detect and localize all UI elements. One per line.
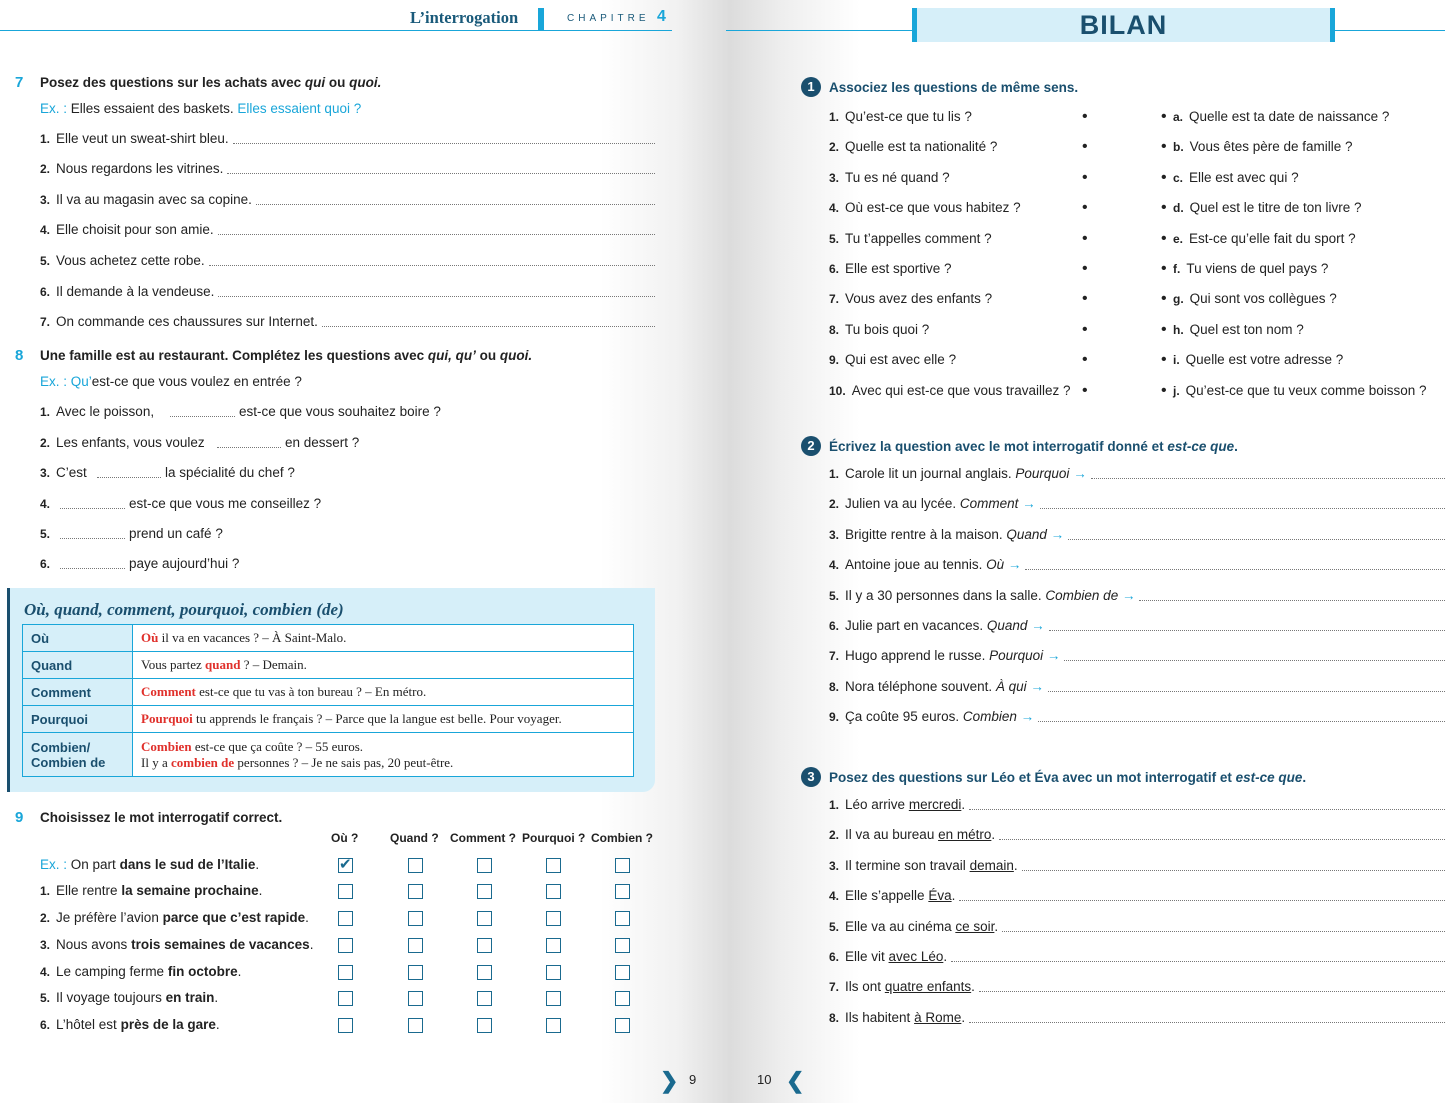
grammar-row bbox=[23, 733, 634, 777]
grammar-row bbox=[23, 679, 634, 706]
item-number: 4. bbox=[40, 223, 51, 237]
grammar-key: Combien/ Combien de bbox=[23, 733, 133, 777]
answer-line[interactable] bbox=[256, 204, 655, 205]
answer-checkbox[interactable] bbox=[477, 858, 492, 873]
match-dot[interactable]: • bbox=[1161, 138, 1167, 156]
exercise-8-title: Une famille est au restaurant. Complétez les questions avec qui, qu’ ou quoi. bbox=[40, 348, 533, 363]
match-dot[interactable]: • bbox=[1161, 320, 1167, 338]
page-number-right: 10 bbox=[757, 1072, 772, 1087]
item-letter: g. bbox=[1173, 292, 1184, 307]
exercise-item: 2. Je préfère l’avion parce que c’est rapide. bbox=[40, 910, 309, 925]
grammar-example: Pourquoi tu apprends le français ? – Parce que la langue est belle. Pour voyager. bbox=[133, 706, 634, 733]
answer-checkbox[interactable] bbox=[477, 1018, 492, 1033]
answer-blank[interactable] bbox=[170, 416, 235, 417]
answer-line[interactable] bbox=[1049, 630, 1445, 631]
book-spine bbox=[600, 0, 860, 1103]
question-right: f. Tu viens de quel pays ? bbox=[1173, 261, 1329, 276]
grammar-row bbox=[23, 625, 634, 652]
exercise-item: 3. Il termine son travail demain. bbox=[829, 857, 1018, 873]
question-right: h. Quel est ton nom ? bbox=[1173, 321, 1304, 337]
answer-checkbox[interactable] bbox=[546, 938, 561, 953]
item-number: 9. bbox=[829, 710, 840, 725]
answer-checkbox[interactable] bbox=[477, 938, 492, 953]
item-number: 3. bbox=[829, 170, 840, 185]
answer-line[interactable] bbox=[1091, 478, 1445, 479]
exercise-7-title: Posez des questions sur les achats avec qui ou quoi. bbox=[40, 75, 382, 90]
grammar-example: Vous partez quand ? – Demain. bbox=[133, 652, 634, 679]
column-header: Comment ? bbox=[450, 831, 516, 845]
exercise-item: 4. Le camping ferme fin octobre. bbox=[40, 964, 242, 979]
answer-checkbox[interactable] bbox=[408, 1018, 423, 1033]
item-number: 5. bbox=[40, 254, 51, 268]
answer-checkbox[interactable] bbox=[338, 1018, 353, 1033]
arrow-icon: → bbox=[1018, 496, 1036, 512]
item-number: 3. bbox=[829, 527, 840, 542]
item-number: 5. bbox=[829, 588, 840, 603]
question-right: a. Quelle est ta date de naissance ? bbox=[1173, 109, 1390, 124]
item-letter: i. bbox=[1173, 353, 1180, 368]
grammar-row bbox=[23, 706, 634, 733]
exercise-item: 3. C’est bbox=[40, 465, 87, 480]
exercise-9-title: Choisissez le mot interrogatif correct. bbox=[40, 810, 283, 825]
exercise-item: 2. Les enfants, vous voulez bbox=[40, 435, 205, 450]
answer-line[interactable] bbox=[959, 900, 1445, 901]
exercise-item: 5. Il y a 30 personnes dans la salle. Combien de → bbox=[829, 587, 1136, 603]
item-number: 4. bbox=[829, 558, 840, 573]
item-continuation: prend un café ? bbox=[129, 526, 223, 541]
exercise-item: 3. Il va au magasin avec sa copine. bbox=[40, 192, 252, 207]
answer-checkbox[interactable] bbox=[615, 884, 630, 899]
grammar-example: Où il va en vacances ? – À Saint-Malo. bbox=[133, 625, 634, 652]
bilan-2-title: Écrivez la question avec le mot interrogatif donné et est-ce que. bbox=[829, 439, 1238, 454]
match-dot[interactable]: • bbox=[1161, 351, 1167, 369]
exercise-item: 7. Ils ont quatre enfants. bbox=[829, 979, 975, 995]
item-number: 1. bbox=[829, 110, 840, 124]
item-letter: a. bbox=[1173, 110, 1184, 124]
item-letter: h. bbox=[1173, 322, 1184, 337]
answer-blank[interactable] bbox=[217, 447, 281, 448]
answer-checkbox[interactable] bbox=[546, 911, 561, 926]
answer-line[interactable] bbox=[1139, 600, 1445, 601]
arrow-icon: → bbox=[1118, 587, 1136, 603]
item-number: 4. bbox=[40, 497, 51, 511]
arrow-icon: → bbox=[1004, 557, 1022, 573]
item-letter: e. bbox=[1173, 231, 1184, 246]
arrow-icon: → bbox=[1027, 618, 1045, 633]
item-number: 2. bbox=[40, 162, 51, 176]
item-number: 3. bbox=[40, 193, 51, 207]
question-left: 8. Tu bois quoi ? bbox=[829, 321, 930, 337]
item-number: 6. bbox=[829, 619, 840, 633]
exercise-9-example: Ex. : On part dans le sud de l’Italie. bbox=[40, 857, 260, 872]
column-header: Quand ? bbox=[390, 831, 439, 845]
answer-checkbox[interactable] bbox=[546, 965, 561, 980]
match-dot[interactable]: • bbox=[1082, 320, 1088, 338]
page-number-left: 9 bbox=[689, 1072, 697, 1087]
column-header: Pourquoi ? bbox=[522, 831, 586, 845]
answer-line[interactable] bbox=[1022, 870, 1445, 871]
item-number: 6. bbox=[40, 557, 51, 571]
answer-line[interactable] bbox=[951, 961, 1445, 962]
match-dot[interactable]: • bbox=[1082, 229, 1088, 247]
question-left: 5. Tu t’appelles comment ? bbox=[829, 230, 992, 246]
exercise-item: 7. Hugo apprend le russe. Pourquoi → bbox=[829, 648, 1061, 664]
answer-checkbox[interactable] bbox=[338, 938, 353, 953]
exercise-item bbox=[40, 496, 56, 511]
question-right: d. Quel est le titre de ton livre ? bbox=[1173, 200, 1362, 216]
item-number: 5. bbox=[829, 231, 840, 246]
exercise-item: 3. Brigitte rentre à la maison. Quand → bbox=[829, 526, 1065, 542]
item-number: 7. bbox=[40, 315, 51, 329]
match-dot[interactable]: • bbox=[1161, 290, 1167, 308]
question-left: 9. Qui est avec elle ? bbox=[829, 352, 957, 368]
arrow-icon: → bbox=[1046, 526, 1065, 542]
arrow-icon: → bbox=[1026, 678, 1044, 694]
item-number: 2. bbox=[40, 436, 51, 450]
answer-line[interactable] bbox=[969, 809, 1445, 810]
item-number: 1. bbox=[40, 132, 51, 146]
exercise-item: 1. Elle veut un sweat-shirt bleu. bbox=[40, 131, 229, 146]
answer-line[interactable] bbox=[979, 991, 1445, 992]
match-dot[interactable]: • bbox=[1161, 108, 1167, 125]
question-left: 1. Qu’est-ce que tu lis ? bbox=[829, 109, 972, 124]
answer-blank[interactable] bbox=[97, 477, 161, 478]
header-divider bbox=[538, 8, 544, 30]
exercise-item bbox=[40, 556, 56, 571]
grammar-example: Comment est-ce que tu vas à ton bureau ? – En métro. bbox=[133, 679, 634, 706]
answer-checkbox[interactable] bbox=[338, 858, 353, 873]
item-number: 1. bbox=[829, 467, 840, 481]
question-right: e. Est-ce qu’elle fait du sport ? bbox=[1173, 230, 1356, 246]
question-left: 10. Avec qui est-ce que vous travaillez ? bbox=[829, 382, 1071, 398]
exercise-item: 2. Il va au bureau en métro. bbox=[829, 827, 996, 843]
exercise-number: 1 bbox=[801, 77, 821, 97]
grammar-row bbox=[23, 652, 634, 679]
match-dot[interactable]: • bbox=[1161, 381, 1167, 399]
answer-line[interactable] bbox=[999, 839, 1445, 840]
answer-line[interactable] bbox=[1025, 569, 1445, 570]
question-right: c. Elle est avec qui ? bbox=[1173, 169, 1299, 185]
exercise-number: 2 bbox=[801, 436, 821, 456]
item-number: 5. bbox=[40, 527, 51, 541]
grammar-key: Où bbox=[23, 625, 133, 652]
item-number: 1. bbox=[40, 405, 51, 419]
answer-checkbox[interactable] bbox=[477, 911, 492, 926]
arrow-icon: → bbox=[1016, 709, 1035, 725]
grammar-table bbox=[22, 624, 634, 777]
answer-blank[interactable] bbox=[60, 508, 125, 509]
answer-checkbox[interactable] bbox=[338, 884, 353, 899]
exercise-item: 8. Ils habitent à Rome. bbox=[829, 1009, 966, 1025]
match-dot[interactable]: • bbox=[1082, 290, 1088, 308]
exercise-8-example: Ex. : Qu’est-ce que vous voulez en entrée ? bbox=[40, 374, 302, 389]
question-left: 3. Tu es né quand ? bbox=[829, 169, 950, 185]
exercise-number: 3 bbox=[801, 767, 821, 787]
grammar-title: Où, quand, comment, pourquoi, combien (de) bbox=[24, 600, 344, 619]
answer-line[interactable] bbox=[227, 173, 655, 174]
exercise-item: 4. Antoine joue au tennis. Où → bbox=[829, 557, 1022, 573]
column-header: Où ? bbox=[331, 831, 359, 845]
item-number: 2. bbox=[829, 828, 840, 843]
answer-checkbox[interactable] bbox=[338, 991, 353, 1006]
exercise-item bbox=[40, 526, 56, 541]
question-left: 4. Où est-ce que vous habitez ? bbox=[829, 200, 1021, 216]
answer-line[interactable] bbox=[218, 234, 655, 235]
chapter-title: L’interrogation bbox=[410, 8, 519, 27]
item-letter: d. bbox=[1173, 201, 1184, 216]
answer-line[interactable] bbox=[218, 296, 655, 297]
exercise-item: 1. Carole lit un journal anglais. Pourquoi → bbox=[829, 466, 1087, 481]
item-continuation: est-ce que vous souhaitez boire ? bbox=[239, 404, 441, 419]
answer-checkbox[interactable] bbox=[477, 884, 492, 899]
question-left: 2. Quelle est ta nationalité ? bbox=[829, 139, 998, 155]
bilan-3-title: Posez des questions sur Léo et Éva avec un mot interrogatif et est-ce que. bbox=[829, 770, 1307, 785]
answer-checkbox[interactable] bbox=[615, 965, 630, 980]
question-left: 7. Vous avez des enfants ? bbox=[829, 291, 993, 307]
item-number: 9. bbox=[829, 353, 840, 368]
answer-line[interactable] bbox=[1068, 539, 1445, 540]
answer-line[interactable] bbox=[969, 1022, 1445, 1023]
answer-checkbox[interactable] bbox=[477, 965, 492, 980]
answer-checkbox[interactable] bbox=[546, 858, 561, 873]
grammar-key: Comment bbox=[23, 679, 133, 706]
exercise-item: 1. Elle rentre la semaine prochaine. bbox=[40, 883, 263, 898]
exercise-number: 7 bbox=[15, 74, 24, 91]
item-number: 8. bbox=[829, 679, 840, 694]
answer-line[interactable] bbox=[209, 265, 655, 266]
exercise-item: 9. Ça coûte 95 euros. Combien → bbox=[829, 709, 1035, 725]
exercise-item: 2. Nous regardons les vitrines. bbox=[40, 161, 224, 176]
item-number: 7. bbox=[829, 649, 840, 664]
item-continuation: en dessert ? bbox=[285, 435, 360, 450]
question-right: j. Qu’est-ce que tu veux comme boisson ? bbox=[1173, 382, 1427, 398]
exercise-item: 2. Julien va au lycée. Comment → bbox=[829, 496, 1036, 512]
bilan-banner: BILAN bbox=[912, 8, 1335, 42]
exercise-item: 5. Elle va au cinéma ce soir. bbox=[829, 918, 999, 934]
item-number: 1. bbox=[40, 884, 51, 898]
item-number: 2. bbox=[829, 497, 840, 512]
next-page-chevron-icon[interactable]: ❯ bbox=[660, 1068, 679, 1093]
answer-checkbox[interactable] bbox=[408, 858, 423, 873]
item-number: 8. bbox=[829, 1010, 840, 1025]
answer-line[interactable] bbox=[322, 326, 655, 327]
answer-checkbox[interactable] bbox=[615, 991, 630, 1006]
item-number: 1. bbox=[829, 798, 840, 812]
item-number: 6. bbox=[40, 285, 51, 299]
exercise-number: 9 bbox=[15, 809, 24, 826]
match-dot[interactable]: • bbox=[1082, 351, 1088, 369]
question-right: g. Qui sont vos collègues ? bbox=[1173, 291, 1337, 307]
match-dot[interactable]: • bbox=[1161, 199, 1167, 217]
answer-line[interactable] bbox=[1038, 721, 1445, 722]
question-left: 6. Elle est sportive ? bbox=[829, 261, 952, 276]
item-number: 10. bbox=[829, 383, 846, 398]
question-right: b. Vous êtes père de famille ? bbox=[1173, 139, 1353, 155]
answer-checkbox[interactable] bbox=[546, 991, 561, 1006]
match-dot[interactable]: • bbox=[1161, 229, 1167, 247]
header-rule bbox=[0, 30, 672, 31]
item-number: 2. bbox=[829, 140, 840, 155]
answer-line[interactable] bbox=[233, 143, 655, 144]
exercise-item: 6. L’hôtel est près de la gare. bbox=[40, 1017, 220, 1032]
match-dot[interactable]: • bbox=[1082, 108, 1088, 125]
exercise-item: 4. Elle s’appelle Éva. bbox=[829, 888, 956, 904]
bilan-1-title: Associez les questions de même sens. bbox=[829, 80, 1079, 95]
item-continuation: est-ce que vous me conseillez ? bbox=[129, 496, 322, 511]
column-header: Combien ? bbox=[591, 831, 653, 845]
item-letter: j. bbox=[1173, 383, 1180, 398]
item-number: 3. bbox=[40, 938, 51, 952]
exercise-item: 6. Julie part en vacances. Quand → bbox=[829, 618, 1045, 633]
grammar-example: Combien est-ce que ça coûte ? – 55 euros. Il y a combien de personnes ? – Je ne sais pas, 20 peut-être. bbox=[133, 733, 634, 777]
exercise-number: 8 bbox=[15, 347, 24, 364]
answer-blank[interactable] bbox=[60, 538, 125, 539]
item-number: 6. bbox=[829, 950, 840, 964]
item-number: 4. bbox=[829, 889, 840, 904]
exercise-item: 8. Nora téléphone souvent. À qui → bbox=[829, 678, 1044, 694]
answer-checkbox[interactable] bbox=[408, 938, 423, 953]
item-number: 7. bbox=[829, 292, 840, 307]
item-number: 4. bbox=[40, 965, 51, 979]
answer-checkbox[interactable] bbox=[615, 938, 630, 953]
answer-checkbox[interactable] bbox=[615, 911, 630, 926]
answer-checkbox[interactable] bbox=[615, 1018, 630, 1033]
item-number: 5. bbox=[40, 991, 51, 1005]
item-letter: f. bbox=[1173, 262, 1181, 276]
match-dot[interactable]: • bbox=[1161, 168, 1167, 186]
exercise-item: 7. On commande ces chaussures sur Internet. bbox=[40, 314, 318, 329]
item-number: 3. bbox=[40, 466, 51, 480]
answer-checkbox[interactable] bbox=[408, 911, 423, 926]
chapter-label: CHAPITRE bbox=[567, 13, 650, 24]
arrow-icon: → bbox=[1069, 466, 1087, 481]
chapter-number: 4 bbox=[657, 8, 666, 25]
item-letter: b. bbox=[1173, 140, 1184, 155]
grammar-key: Pourquoi bbox=[23, 706, 133, 733]
item-number: 6. bbox=[40, 1018, 51, 1032]
item-number: 5. bbox=[829, 919, 840, 934]
answer-checkbox[interactable] bbox=[615, 858, 630, 873]
item-continuation: la spécialité du chef ? bbox=[165, 465, 295, 480]
exercise-item: 5. Vous achetez cette robe. bbox=[40, 253, 205, 268]
exercise-item: 5. Il voyage toujours en train. bbox=[40, 990, 219, 1005]
match-dot[interactable]: • bbox=[1082, 168, 1088, 186]
item-number: 3. bbox=[829, 858, 840, 873]
answer-line[interactable] bbox=[1040, 508, 1445, 509]
exercise-item: 1. Léo arrive mercredi. bbox=[829, 797, 966, 812]
item-continuation: paye aujourd’hui ? bbox=[129, 556, 240, 571]
answer-checkbox[interactable] bbox=[546, 884, 561, 899]
arrow-icon: → bbox=[1043, 648, 1061, 664]
question-right: i. Quelle est votre adresse ? bbox=[1173, 352, 1344, 368]
answer-checkbox[interactable] bbox=[338, 911, 353, 926]
match-dot[interactable]: • bbox=[1082, 199, 1088, 217]
answer-blank[interactable] bbox=[60, 568, 125, 569]
item-number: 6. bbox=[829, 262, 840, 276]
answer-line[interactable] bbox=[1002, 931, 1445, 932]
item-letter: c. bbox=[1173, 170, 1184, 185]
answer-checkbox[interactable] bbox=[338, 965, 353, 980]
item-number: 2. bbox=[40, 911, 51, 925]
exercise-item: 4. Elle choisit pour son amie. bbox=[40, 222, 214, 237]
match-dot[interactable]: • bbox=[1161, 260, 1167, 277]
exercise-7-example: Ex. : Elles essaient des baskets. Elles essaient quoi ? bbox=[40, 101, 362, 116]
answer-line[interactable] bbox=[1048, 691, 1445, 692]
item-number: 8. bbox=[829, 322, 840, 337]
item-number: 7. bbox=[829, 980, 840, 995]
answer-checkbox[interactable] bbox=[477, 991, 492, 1006]
match-dot[interactable]: • bbox=[1082, 381, 1088, 399]
answer-checkbox[interactable] bbox=[408, 884, 423, 899]
match-dot[interactable]: • bbox=[1082, 260, 1088, 277]
answer-line[interactable] bbox=[1064, 660, 1445, 661]
exercise-item: 6. Il demande à la vendeuse. bbox=[40, 284, 215, 299]
answer-checkbox[interactable] bbox=[408, 991, 423, 1006]
grammar-key: Quand bbox=[23, 652, 133, 679]
exercise-item: 1. Avec le poisson, bbox=[40, 404, 155, 419]
item-number: 4. bbox=[829, 201, 840, 216]
answer-checkbox[interactable] bbox=[546, 1018, 561, 1033]
exercise-item: 6. Elle vit avec Léo. bbox=[829, 949, 948, 964]
exercise-item: 3. Nous avons trois semaines de vacances. bbox=[40, 937, 314, 952]
answer-checkbox[interactable] bbox=[408, 965, 423, 980]
prev-page-chevron-icon[interactable]: ❮ bbox=[786, 1068, 805, 1093]
match-dot[interactable]: • bbox=[1082, 138, 1088, 156]
